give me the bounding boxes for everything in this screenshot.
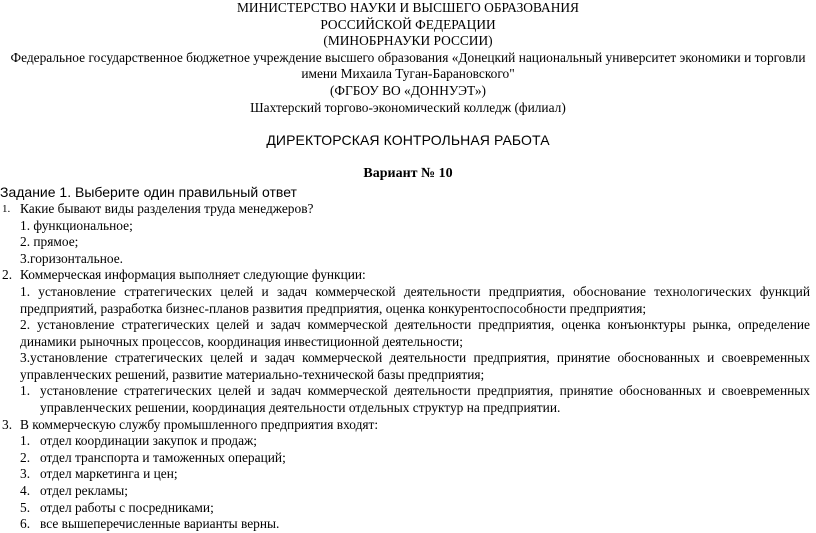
list-item-number: 3. [20,466,31,482]
list-item-number: 2. [20,449,31,465]
question-text: Коммерческая информация выполняет следующие функции: [20,267,366,283]
answer-option: 1. установление стратегических целей и задач коммерческой деятельности предприятия, обоснование технологических функций предприятий, разработка бизнес-планов развития предприятия, оценка конкурентоспособности предприятия; [20,283,810,316]
list-item [0,433,816,450]
answer-option: 2. установление стратегических целей и задач коммерческой деятельности предприятия, оценка конъюнктуры рынка, определение динамики рыночных процессов, координация инвестиционной деятельности; [20,317,810,349]
list-item [0,516,816,533]
list-item-text: отдел маркетинга и цен; [40,466,178,482]
answer-option: 2. прямое; [20,234,79,250]
question-text: В коммерческую службу промышленного предприятия входят: [20,416,379,432]
list-item-number: 4. [20,483,31,499]
question-number: 3. [2,416,13,432]
list-item-number: 1. [20,433,31,449]
answer-list [0,433,816,533]
answer-option-text: установление стратегических целей и задач коммерческой деятельности предприятия, принятие обоснованных и своевременных управленческих решении, координация деятельности отдельных структур на предприятии. [40,383,810,416]
list-item [0,500,816,517]
answer-option-hanging [0,383,816,416]
answer-option: 3.установление стратегических целей и задач коммерческой деятельности предприятия, принятие обоснованных и своевременных управленческих решений, развитие материально-технической базы предприятия; [20,350,810,382]
list-item-text: все вышеперечисленные варианты верны. [40,516,280,532]
ministry-abbreviation: (МИНОБРНАУКИ РОССИИ) [323,33,493,49]
institution-name: Федеральное государственное бюджетное учреждение высшего образования «Донецкий национальный университет экономики и торговли [10,49,806,65]
question-2 [0,267,816,284]
list-item-number: 5. [20,499,31,515]
question-number: 2. [2,267,13,283]
variant-heading: Вариант № 10 [363,165,453,181]
branch-name: Шахтерский торгово-экономический колледж (филиал) [250,99,566,115]
list-item-text: отдел работы с посредниками; [40,499,214,515]
list-item [0,483,816,500]
question-text: Какие бывают виды разделения труда менеджеров? [20,200,314,216]
list-item-text: отдел рекламы; [40,483,128,499]
list-item-text: отдел транспорта и таможенных операций; [40,449,286,465]
ministry-line: МИНИСТЕРСТВО НАУКИ И ВЫСШЕГО ОБРАЗОВАНИЯ [237,0,579,15]
list-item-text: отдел координации закупок и продаж; [40,433,258,449]
question-number: 1. [2,202,11,215]
list-item [0,450,816,467]
answer-option: 1. функциональное; [20,217,133,233]
question-1 [0,201,816,218]
answer-option: 3.горизонтальное. [20,250,124,266]
federation-line: РОССИЙСКОЙ ФЕДЕРАЦИИ [320,16,496,32]
answer-option-number: 1. [20,383,31,399]
task-heading: Задание 1. Выберите один правильный ответ [0,184,297,201]
list-item-number: 6. [20,516,31,532]
list-item [0,466,816,483]
institution-short-name: (ФГБОУ ВО «ДОННУЭТ») [329,82,487,98]
question-3 [0,417,816,434]
document-title: ДИРЕКТОРСКАЯ КОНТРОЛЬНАЯ РАБОТА [266,132,550,149]
named-after-line: имени Михаила Туган-Барановского" [301,66,515,82]
document-header [0,0,816,116]
